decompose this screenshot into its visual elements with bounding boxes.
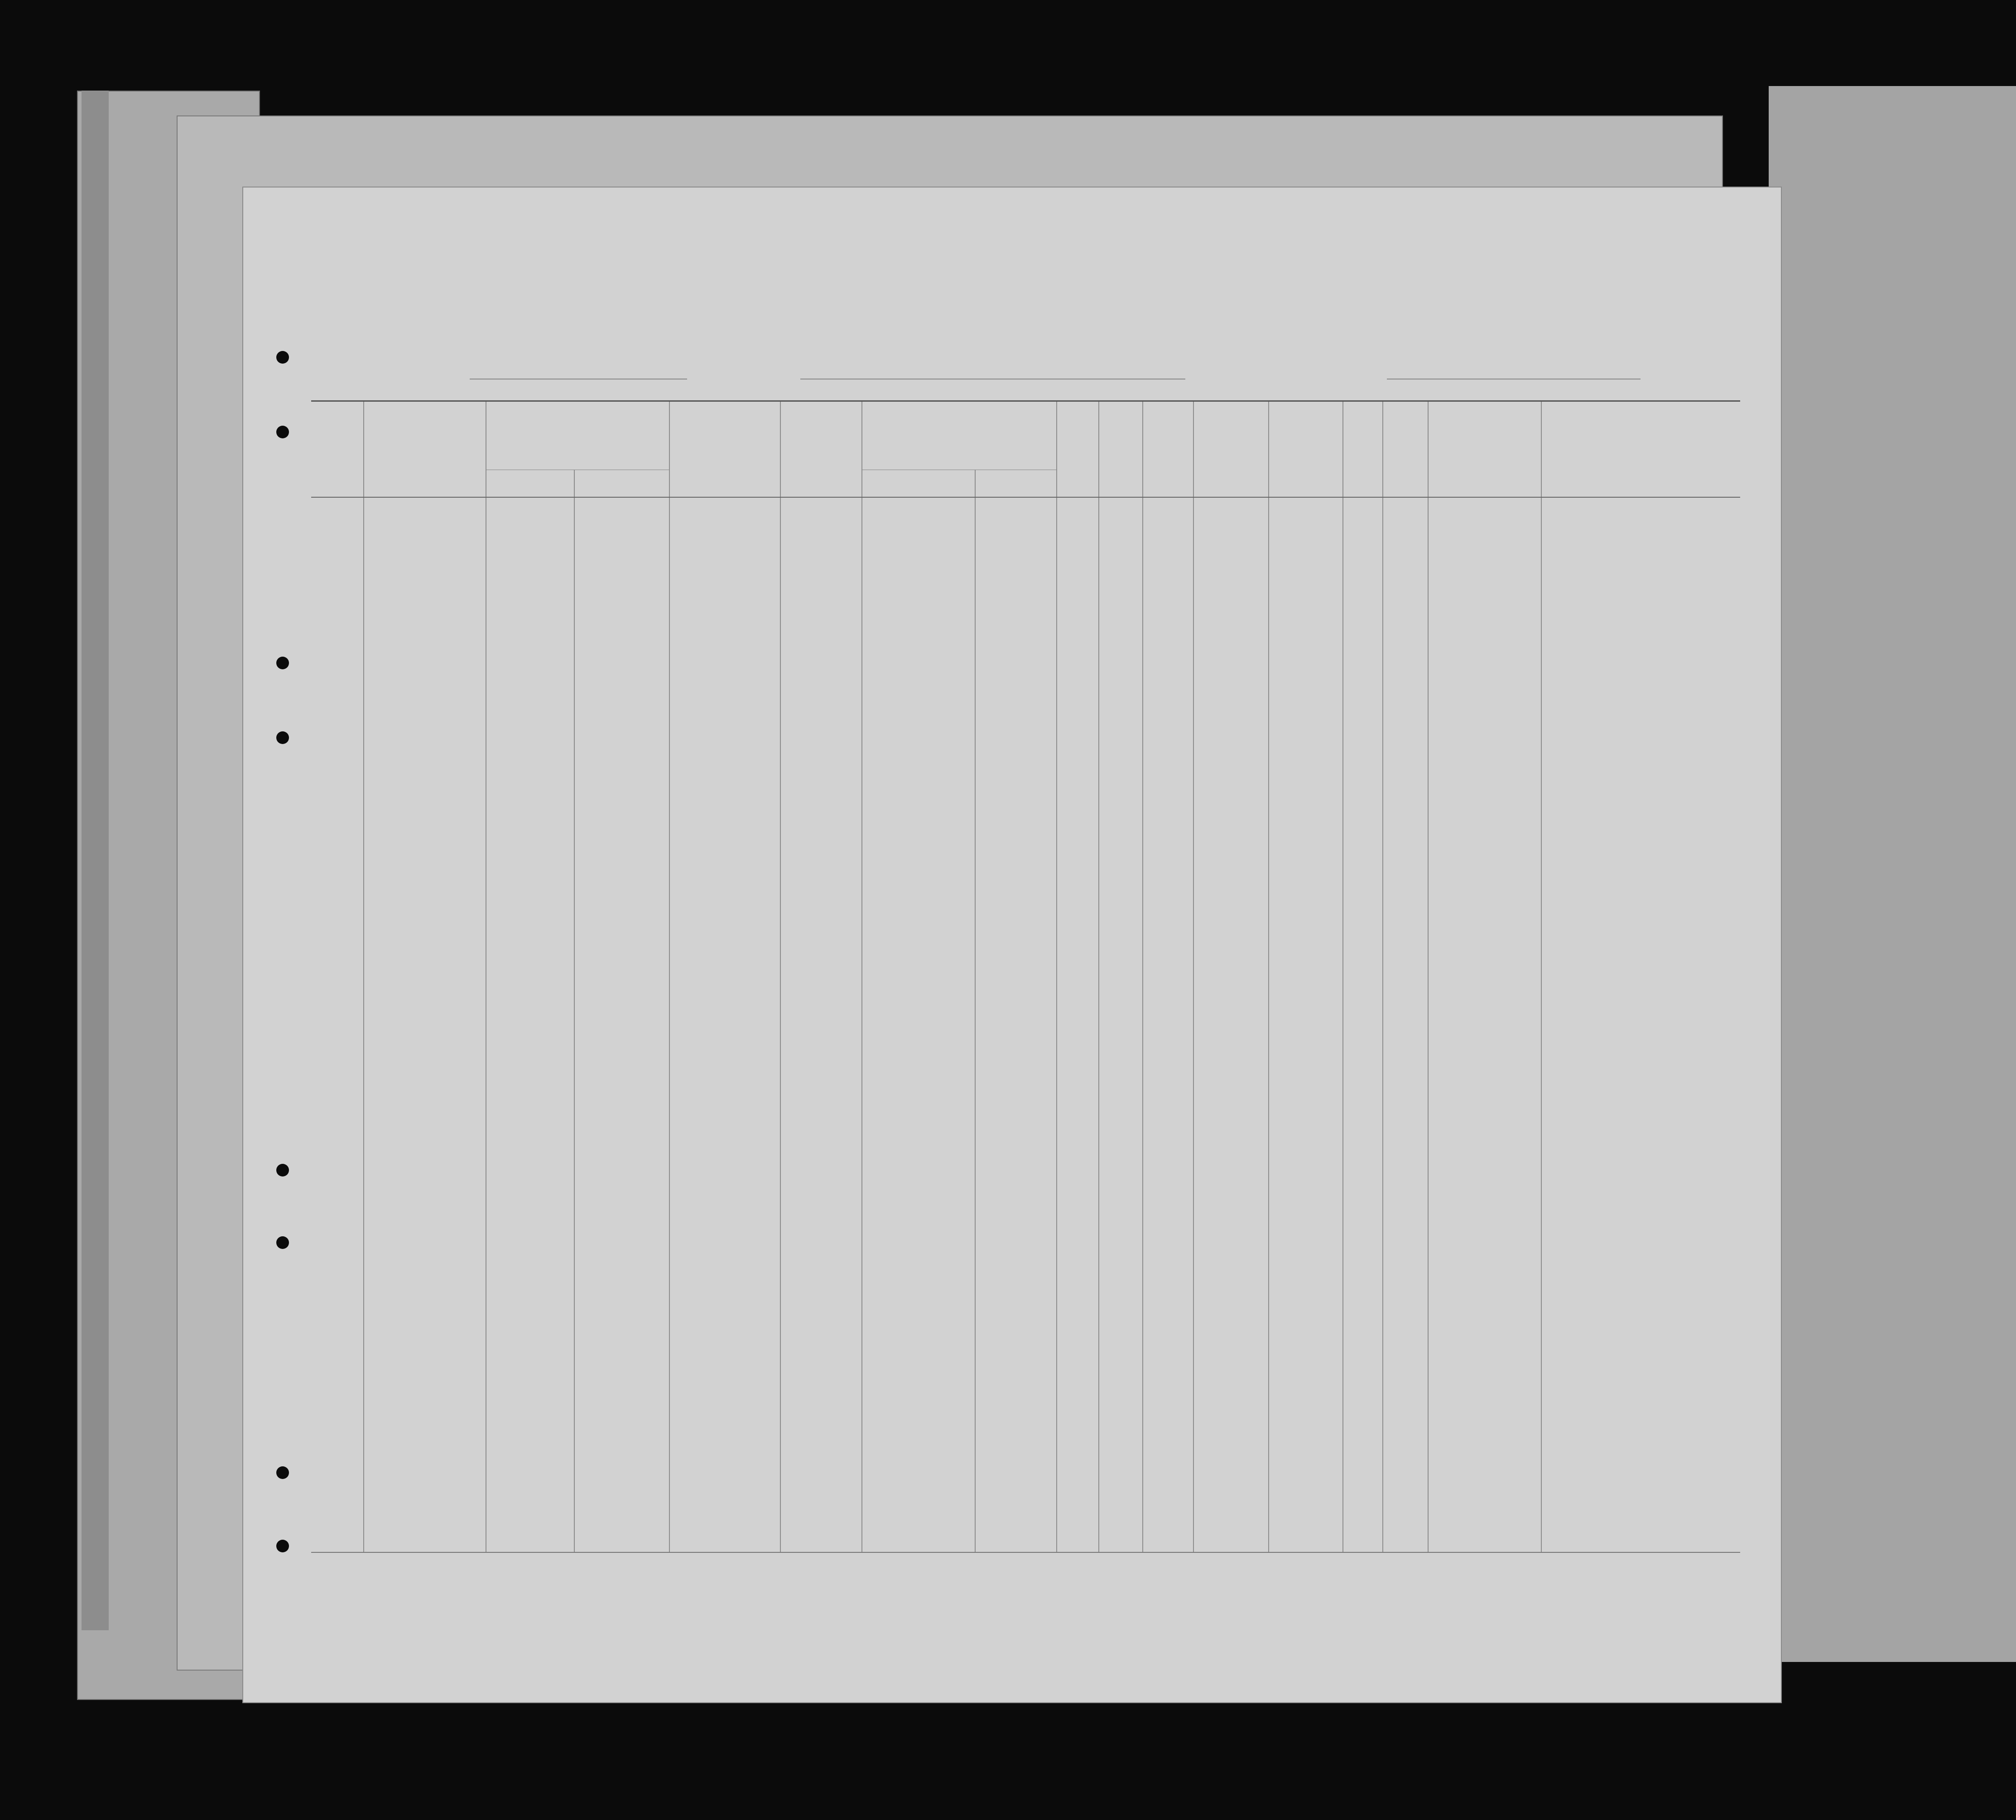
column-rule [1098,402,1099,1552]
rule-mask [974,402,976,470]
column-rule [363,402,364,1552]
punch-hole [276,657,289,669]
header-rule [311,497,1740,498]
column-rule [1342,402,1343,1552]
crew-manifest-sheet [242,187,1782,1703]
right-underlying-sheet [1769,86,2016,1662]
rule-mask [573,402,575,470]
column-rule [1382,402,1383,1552]
punch-hole [276,1466,289,1479]
punch-hole [276,426,289,438]
vessel-line [334,360,1738,382]
punch-hole [276,1236,289,1249]
column-rule [1428,402,1429,1552]
punch-hole [276,731,289,744]
column-rule [574,402,575,1552]
column-rule [1541,402,1542,1552]
punch-hole [276,1540,289,1552]
column-rule [1193,402,1194,1552]
left-clip [82,91,109,1630]
column-rule [669,402,670,1552]
column-rule [861,402,862,1552]
punch-hole [276,351,289,364]
column-rule [975,402,976,1552]
punch-hole [276,1164,289,1177]
column-rule [1056,402,1057,1552]
sheet-number [1622,241,1645,254]
column-rule [1142,402,1143,1552]
column-rule [780,402,781,1552]
crew-table [311,400,1740,1553]
column-rule [1268,402,1269,1552]
